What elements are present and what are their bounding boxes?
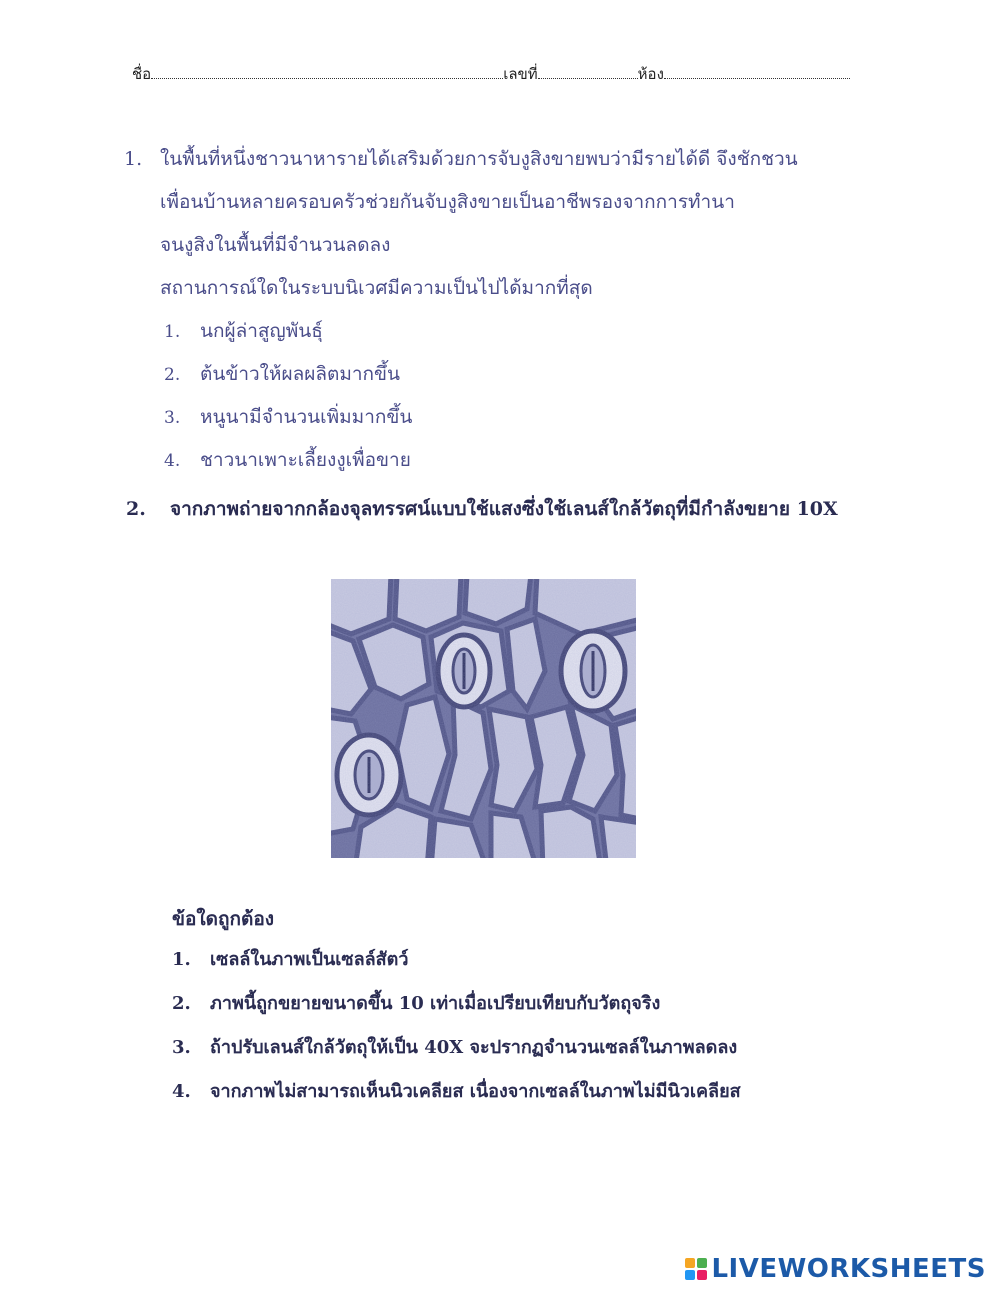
question-1-option-4[interactable] [124, 439, 884, 482]
option-text: จากภาพไม่สามารถเห็นนิวเคลียส เนื่องจากเซลล์ในภาพไม่มีนิวเคลียส [210, 1081, 741, 1102]
liveworksheets-logo-icon [685, 1258, 707, 1280]
option-text: ชาวนาเพาะเลี้ยงงูเพื่อขาย [200, 449, 411, 471]
name-label: ชื่อ [132, 65, 152, 83]
question-1-option-2[interactable] [124, 353, 884, 396]
question-1-text: สถานการณ์ใดในระบบนิเวศมีความเป็นไปได้มากที่สุด [160, 277, 593, 299]
option-text: ภาพนี้ถูกขยายขนาดขึ้น 10 เท่าเมื่อเปรียบเทียบกับวัตถุจริง [210, 993, 661, 1014]
option-number: 2. [164, 365, 181, 385]
option-number: 1. [172, 949, 191, 970]
question-2-prompt: ข้อใดถูกต้อง [172, 908, 275, 930]
question-1-text: เพื่อนบ้านหลายครอบครัวช่วยกันจับงูสิงขายเป็นอาชีพรองจากการทำนา [160, 191, 735, 213]
question-1-option-1[interactable] [124, 310, 884, 353]
microscope-cell-image [331, 579, 636, 858]
option-number: 3. [172, 1037, 191, 1058]
option-number: 1. [164, 322, 181, 342]
question-2-option-3[interactable] [172, 1026, 872, 1070]
option-number: 4. [164, 451, 181, 471]
option-number: 2. [172, 993, 191, 1014]
name-blank [151, 66, 503, 79]
option-text: นกผู้ล่าสูญพันธุ์ [200, 320, 323, 342]
option-text: เซลล์ในภาพเป็นเซลล์สัตว์ [210, 949, 409, 970]
option-number: 3. [164, 408, 181, 428]
question-2-number: 2. [126, 498, 146, 520]
liveworksheets-logo[interactable] [685, 1252, 986, 1286]
question-2-option-1[interactable] [172, 938, 872, 982]
question-1-text: จนงูสิงในพื้นที่มีจำนวนลดลง [160, 234, 391, 256]
question-2 [126, 494, 906, 524]
room-blank [664, 66, 850, 79]
option-text: ต้นข้าวให้ผลผลิตมากขึ้น [200, 363, 401, 385]
question-1-number: 1. [124, 148, 143, 170]
number-blank [538, 66, 638, 79]
liveworksheets-logo-text: LIVEWORKSHEETS [711, 1254, 986, 1284]
question-2-text: จากภาพถ่ายจากกล้องจุลทรรศน์แบบใช้แสงซึ่งใช้เลนส์ใกล้วัตถุที่มีกำลังขยาย 10X [170, 498, 838, 520]
student-info-header [132, 62, 872, 86]
room-label: ห้อง [637, 65, 664, 83]
question-1-option-3[interactable] [124, 396, 884, 439]
question-2-option-2[interactable] [172, 982, 872, 1026]
question-2-option-4[interactable] [172, 1070, 872, 1114]
option-text: ถ้าปรับเลนส์ใกล้วัตถุให้เป็น 40X จะปรากฏจำนวนเซลล์ในภาพลดลง [210, 1037, 738, 1058]
option-number: 4. [172, 1081, 191, 1102]
number-label: เลขที่ [503, 65, 538, 83]
logo-square [697, 1270, 707, 1280]
logo-square [685, 1270, 695, 1280]
question-1-line [124, 138, 884, 181]
question-1-text: ในพื้นที่หนึ่งชาวนาหารายได้เสริมด้วยการจับงูสิงขายพบว่ามีรายได้ดี จึงชักชวน [160, 148, 798, 170]
logo-square [685, 1258, 695, 1268]
question-1 [124, 138, 884, 482]
option-text: หนูนามีจำนวนเพิ่มมากขึ้น [200, 406, 413, 428]
logo-square [697, 1258, 707, 1268]
question-2-options [172, 900, 872, 1114]
